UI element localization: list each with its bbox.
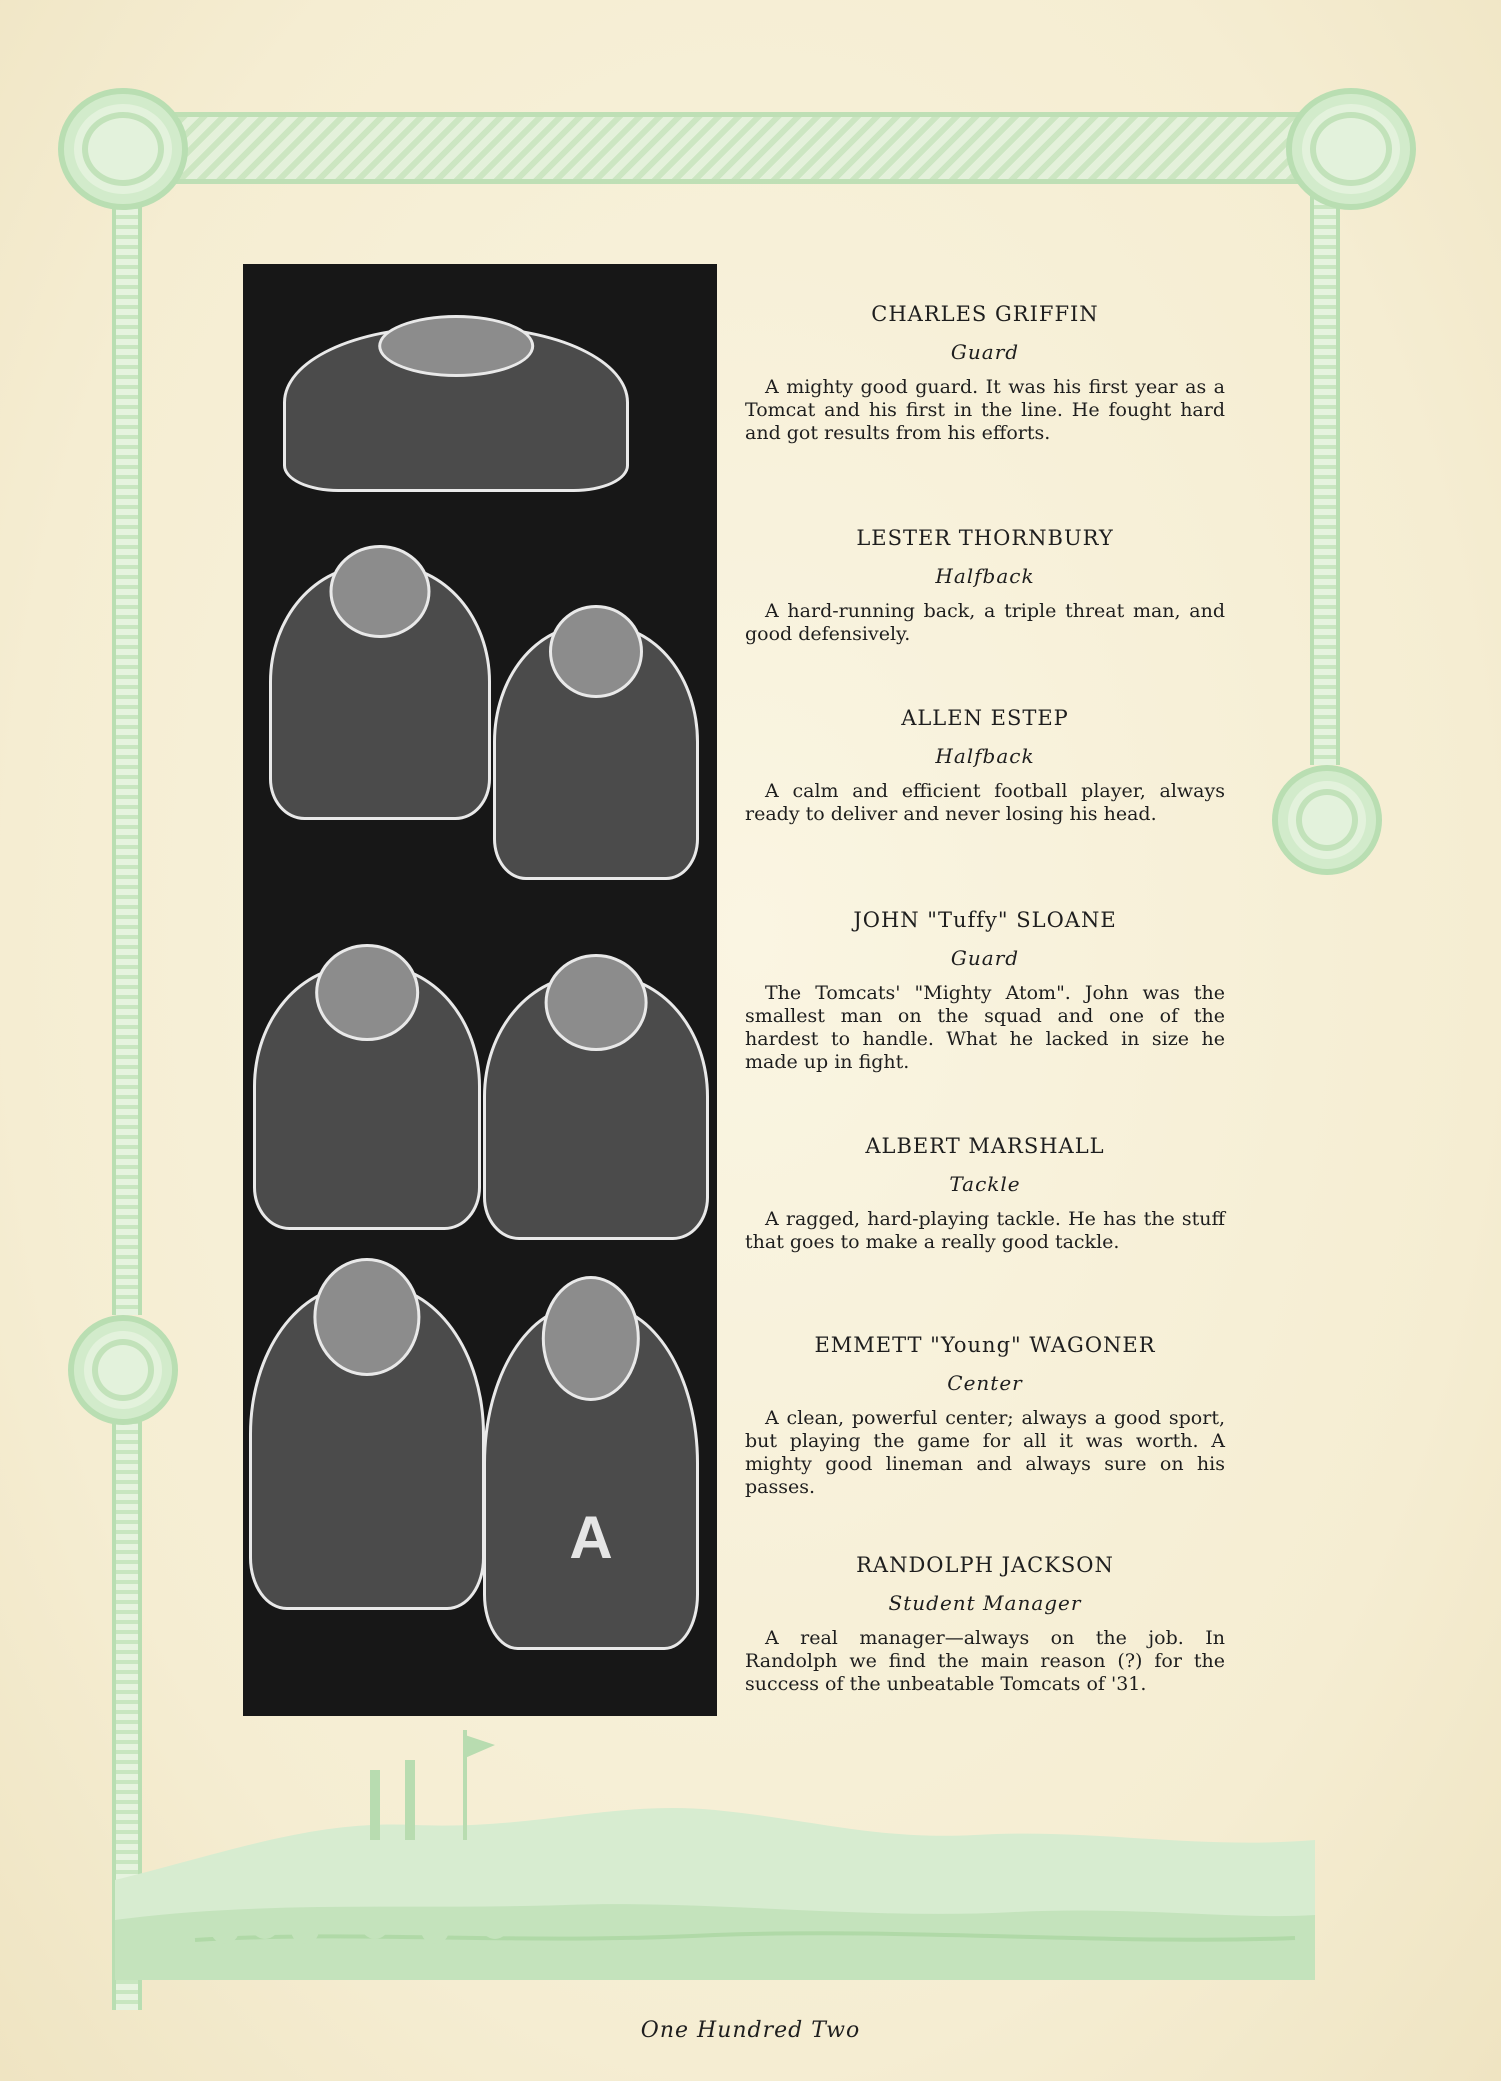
corner-ornament-top-right	[1286, 88, 1416, 210]
medallion-left	[68, 1315, 178, 1425]
player-description: A hard-running back, a triple threat man, and good defensively.	[745, 600, 1225, 645]
player-photo-estep	[493, 624, 699, 880]
player-position: Center	[947, 1371, 1023, 1395]
player-position: Halfback	[935, 564, 1035, 588]
player-description: A mighty good guard. It was his first year as a Tomcat and his first in the line. He fought hard and got results from his efforts.	[745, 376, 1225, 444]
player-bio	[745, 302, 1225, 445]
player-photo-wagoner	[249, 1284, 485, 1610]
player-name: EMMETT "Young" WAGONER	[814, 1333, 1156, 1357]
player-name: CHARLES GRIFFIN	[871, 302, 1099, 326]
corner-ornament-top-left	[58, 88, 188, 210]
player-position: Guard	[950, 946, 1020, 970]
player-name: ALBERT MARSHALL	[865, 1134, 1105, 1158]
player-description: A calm and efficient football player, always ready to deliver and never losing his head.	[745, 780, 1225, 825]
player-bio	[745, 706, 1225, 826]
player-description: The Tomcats' "Mighty Atom". John was the smallest man on the squad and one of the hardest to handle. What he lacked in size he made up in fight.	[745, 982, 1225, 1073]
landscape-illustration	[115, 1730, 1315, 1980]
player-photo-jackson	[483, 1304, 699, 1650]
player-position: Student Manager	[888, 1591, 1082, 1615]
decorative-border-left	[112, 175, 142, 1315]
player-description: A ragged, hard-playing tackle. He has the stuff that goes to make a really good tackle.	[745, 1208, 1225, 1253]
player-bio	[745, 1553, 1225, 1696]
player-description: A clean, powerful center; always a good sport, but playing the game for all it was worth. A mighty good lineman and always sure on his passes.	[745, 1407, 1225, 1498]
player-position: Tackle	[949, 1172, 1021, 1196]
player-description: A real manager—always on the job. In Randolph we find the main reason (?) for the success of the unbeatable Tomcats of '31.	[745, 1627, 1225, 1695]
decorative-border-top	[120, 112, 1380, 184]
player-name: ALLEN ESTEP	[901, 706, 1069, 730]
player-bio	[745, 1134, 1225, 1254]
player-photo-griffin	[283, 326, 629, 492]
player-bio	[745, 1333, 1225, 1499]
decorative-border-right	[1310, 175, 1340, 765]
player-bio	[745, 526, 1225, 646]
team-photo-panel	[243, 264, 717, 1716]
player-name: JOHN "Tuffy" SLOANE	[853, 908, 1117, 932]
player-position: Halfback	[935, 744, 1035, 768]
player-photo-sloane	[253, 964, 481, 1230]
player-photo-marshall	[483, 974, 709, 1240]
player-name: LESTER THORNBURY	[856, 526, 1114, 550]
page-number: One Hundred Two	[640, 2018, 861, 2043]
player-name: RANDOLPH JACKSON	[856, 1553, 1114, 1577]
medallion-right	[1272, 765, 1382, 875]
player-bio	[745, 908, 1225, 1074]
sweater-letter: A	[569, 1504, 613, 1572]
player-position: Guard	[950, 340, 1020, 364]
player-photo-thornbury	[269, 564, 491, 820]
